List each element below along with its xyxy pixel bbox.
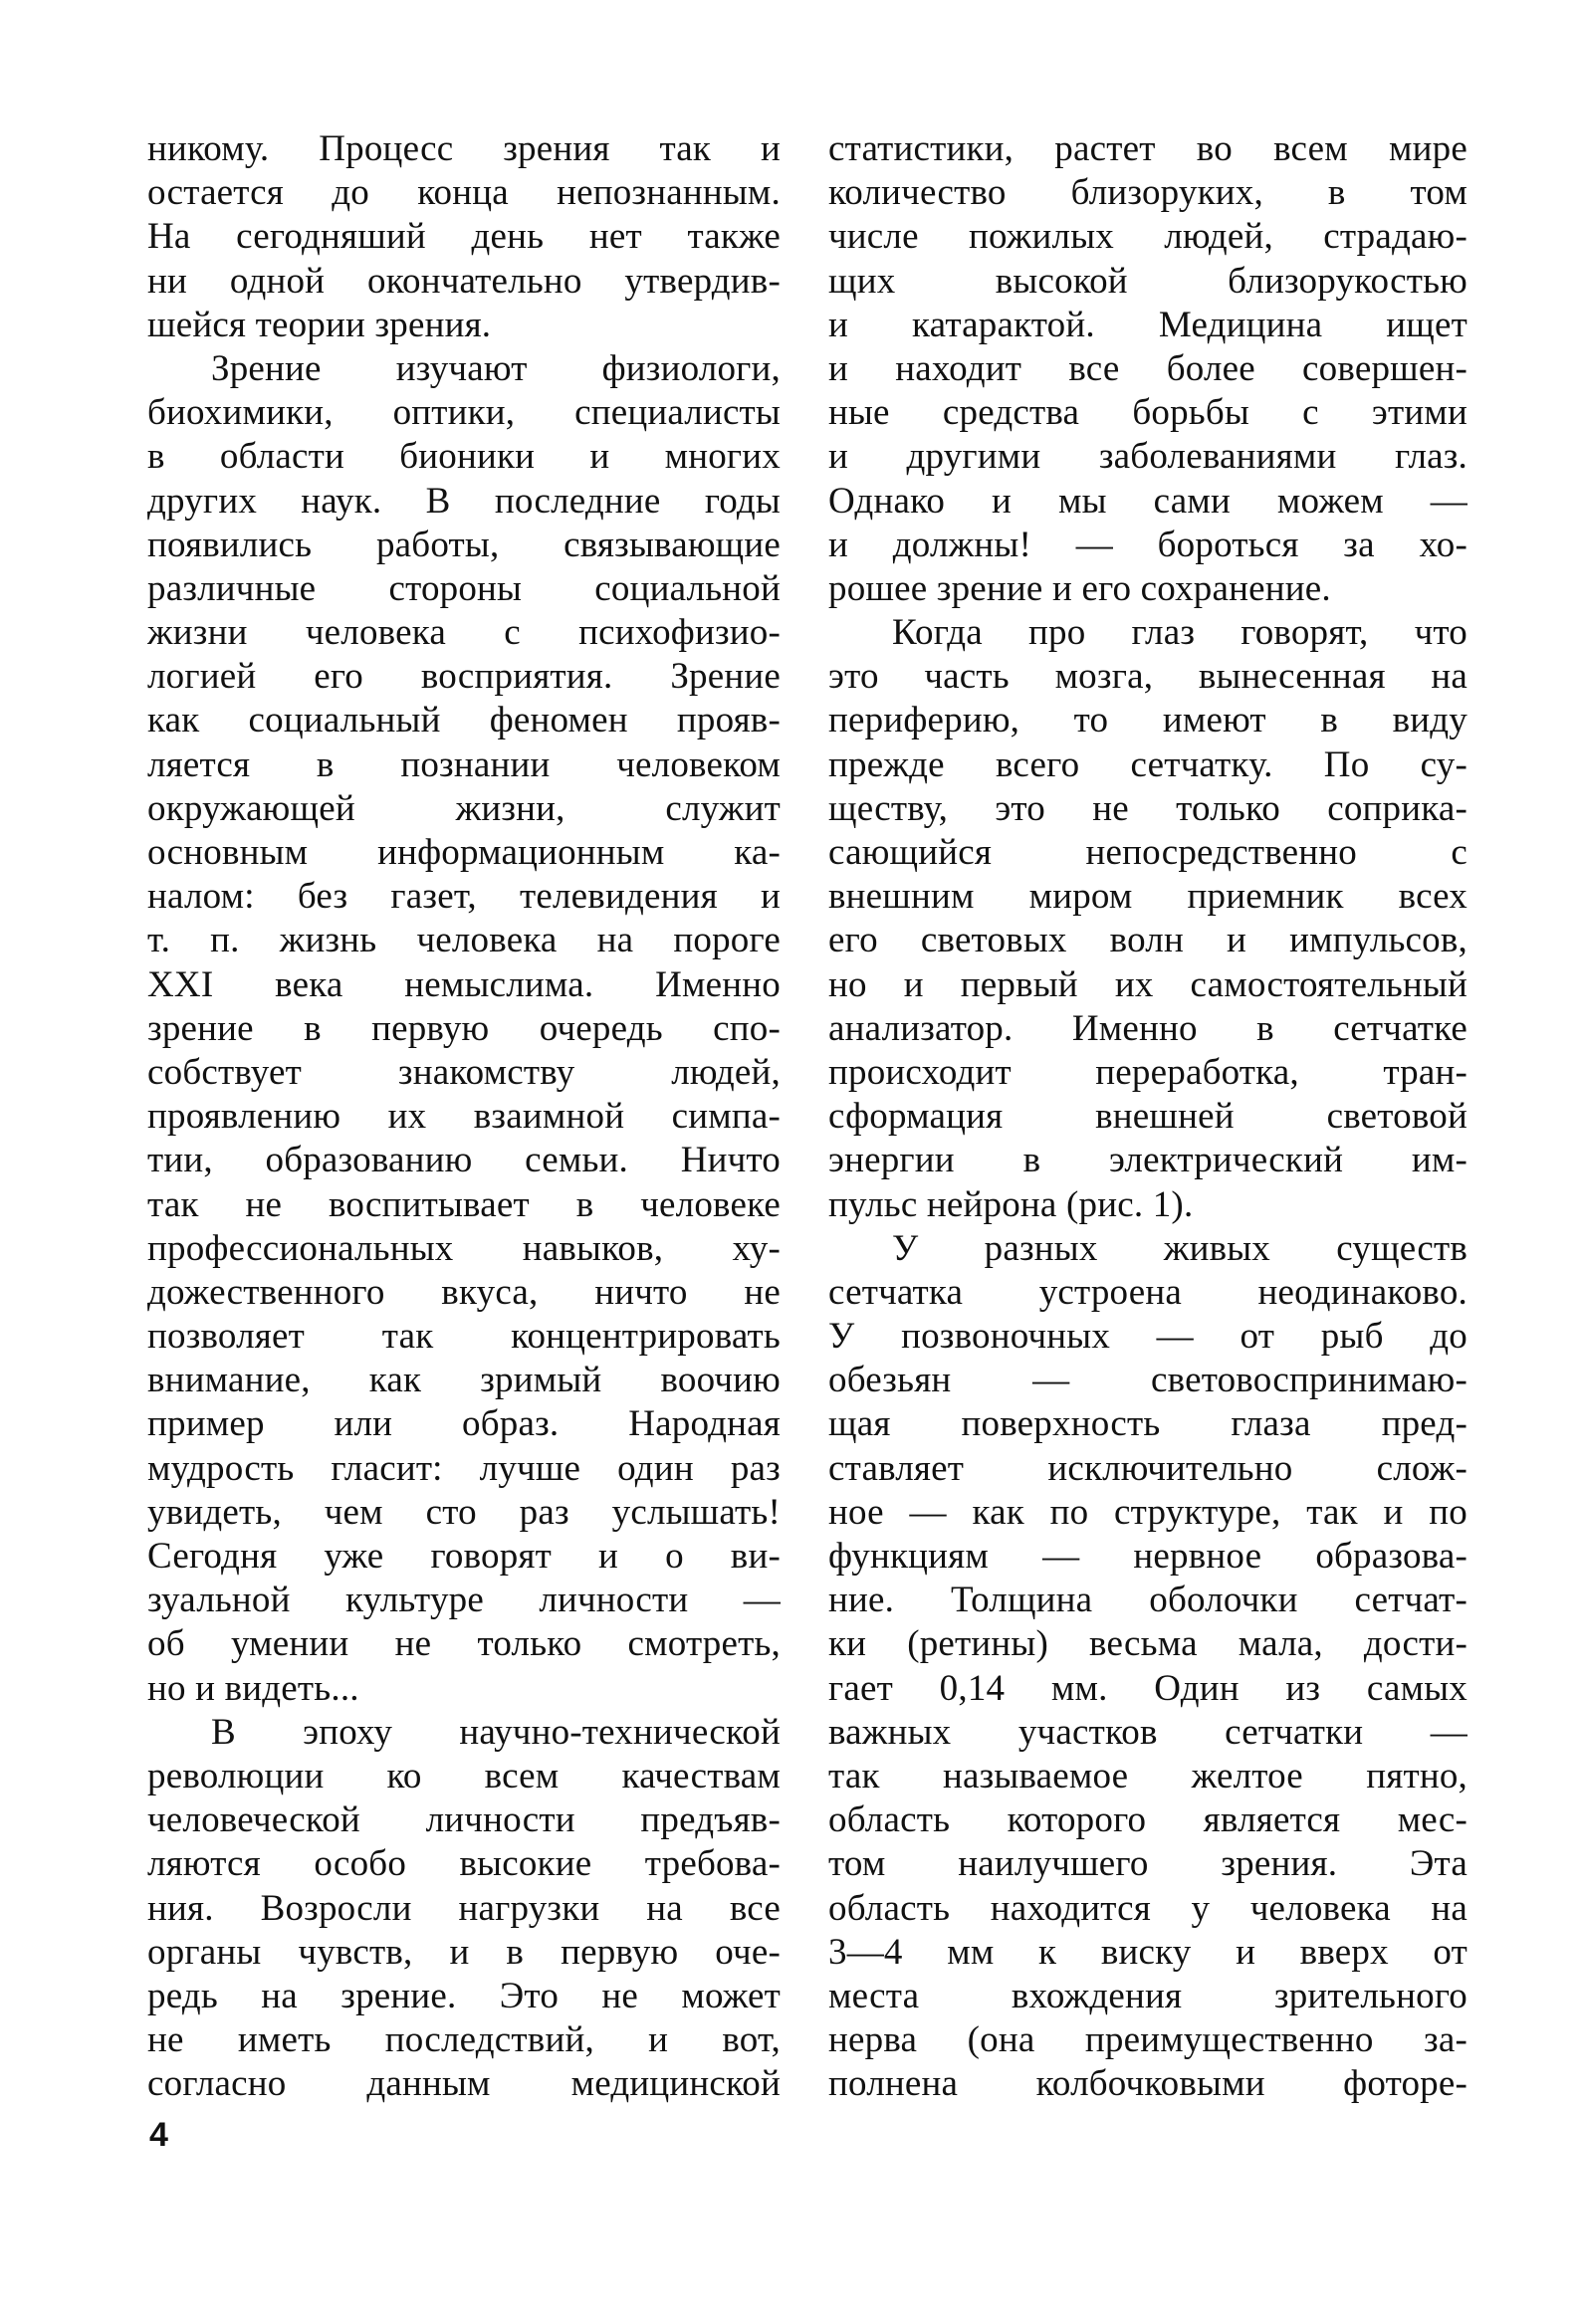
text-line: область находится у человека на (828, 1887, 1467, 1929)
text-line: т. п. жизнь человека на пороге (147, 920, 781, 961)
text-line: происходит переработка, тран- (828, 1051, 1467, 1093)
text-line: основным информационным ка- (147, 832, 781, 873)
text-line: налом: без газет, телевидения и (147, 876, 781, 918)
text-line: никому. Процесс зрения так и (147, 128, 781, 169)
text-line: полнена колбочковыми фоторе- (828, 2063, 1467, 2105)
text-line: нерва (она преимущественно за- (828, 2019, 1467, 2061)
text-line: том наилучшего зрения. Эта (828, 1843, 1467, 1885)
text-line: собствует знакомству людей, (147, 1051, 781, 1093)
text-line: пульс нейрона (рис. 1). (828, 1183, 1194, 1225)
text-line: его световых волн и импульсов, (828, 920, 1467, 961)
text-line: ние. Толщина оболочки сетчат- (828, 1580, 1467, 1621)
text-line: гает 0,14 мм. Один из самых (828, 1667, 1467, 1709)
text-line: В эпоху научно-технической (211, 1711, 781, 1753)
text-line: важных участков сетчатки — (828, 1711, 1467, 1753)
text-line: 3—4 мм к виску и вверх от (828, 1931, 1467, 1973)
text-line: ни одной окончательно утвердив- (147, 260, 781, 302)
text-line: функциям — нервное образова- (828, 1536, 1467, 1577)
text-line: увидеть, чем сто раз услышать! (147, 1491, 781, 1533)
text-line: прежде всего сетчатку. По су- (828, 743, 1467, 785)
text-line: зрение в первую очередь спо- (147, 1007, 781, 1049)
text-line: рошее зрение и его сохранение. (828, 567, 1331, 609)
text-line: человеческой личности предъяв- (147, 1799, 781, 1841)
text-line: позволяет так концентрировать (147, 1316, 781, 1358)
page-number: 4 (149, 2116, 168, 2154)
text-line: революции ко всем качествам (147, 1755, 781, 1796)
text-line: и катарактой. Медицина ищет (828, 304, 1467, 345)
text-line: внимание, как зримый воочию (147, 1360, 781, 1401)
text-line: У позвоночных — от рыб до (828, 1316, 1467, 1358)
text-line: сформация внешней световой (828, 1096, 1467, 1138)
text-line: ные средства борьбы с этими (828, 392, 1467, 434)
text-line: других наук. В последние годы (147, 480, 781, 522)
text-line: шейся теории зрения. (147, 304, 492, 345)
text-line: Однако и мы сами можем — (828, 480, 1467, 522)
text-line: энергии в электрический им- (828, 1140, 1467, 1181)
text-line: мудрость гласит: лучше один раз (147, 1447, 781, 1489)
text-line: биохимики, оптики, специалисты (147, 392, 781, 434)
text-line: ществу, это не только соприка- (828, 787, 1467, 829)
text-line: остается до конца непознанным. (147, 172, 781, 214)
text-line: согласно данным медицинской (147, 2063, 781, 2105)
text-line: так не воспитывает в человеке (147, 1183, 781, 1225)
text-line: логией его восприятия. Зрение (147, 656, 781, 698)
text-line: органы чувств, и в первую оче- (147, 1931, 781, 1973)
text-line: об умении не только смотреть, (147, 1623, 781, 1665)
text-line: редь на зрение. Это не может (147, 1975, 781, 2016)
text-line: жизни человека с психофизио- (147, 612, 781, 654)
text-line: как социальный феномен прояв- (147, 700, 781, 741)
text-line: обезьян — световоспринимаю- (828, 1360, 1467, 1401)
text-line: внешним миром приемник всех (828, 876, 1467, 918)
text-line: так называемое желтое пятно, (828, 1755, 1467, 1796)
text-line: щих высокой близорукостью (828, 260, 1467, 302)
text-line: У разных живых существ (892, 1227, 1467, 1269)
text-line: щая поверхность глаза пред- (828, 1403, 1467, 1445)
text-line: ния. Возросли нагрузки на все (147, 1887, 781, 1929)
text-line: область которого является мес- (828, 1799, 1467, 1841)
text-line: зуальной культуре личности — (147, 1580, 781, 1621)
text-line: ляются особо высокие требова- (147, 1843, 781, 1885)
paragraph (147, 347, 781, 1711)
text-line: пример или образ. Народная (147, 1403, 781, 1445)
text-line: места вхождения зрительного (828, 1975, 1467, 2016)
text-line: и должны! — бороться за хо- (828, 524, 1467, 565)
text-line: тии, образованию семьи. Ничто (147, 1140, 781, 1181)
text-line: и другими заболеваниями глаз. (828, 436, 1467, 478)
text-line: анализатор. Именно в сетчатке (828, 1007, 1467, 1049)
right-text-column (828, 127, 1467, 2106)
text-line: но и видеть... (147, 1667, 359, 1709)
paragraph (828, 127, 1467, 611)
text-line: ки (ретины) весьма мала, дости- (828, 1623, 1467, 1665)
text-line: в области бионики и многих (147, 436, 781, 478)
text-line: ставляет исключительно слож- (828, 1447, 1467, 1489)
text-line: но и первый их самостоятельный (828, 963, 1467, 1005)
text-line: дожественного вкуса, ничто не (147, 1271, 781, 1313)
text-line: На сегодняший день нет также (147, 216, 781, 258)
text-line: статистики, растет во всем мире (828, 128, 1467, 169)
left-text-column (147, 127, 781, 2106)
text-line: и находит все более совершен- (828, 347, 1467, 389)
text-line: ное — как по структуре, так и по (828, 1491, 1467, 1533)
text-line: различные стороны социальной (147, 567, 781, 609)
paragraph (147, 127, 781, 347)
text-line: появились работы, связывающие (147, 524, 781, 565)
paragraph (828, 1227, 1467, 2107)
text-line: это часть мозга, вынесенная на (828, 656, 1467, 698)
text-line: XXI века немыслима. Именно (147, 963, 781, 1005)
text-line: периферию, то имеют в виду (828, 700, 1467, 741)
text-line: Сегодня уже говорят и о ви- (147, 1536, 781, 1577)
text-line: сающийся непосредственно с (828, 832, 1467, 873)
text-line: количество близоруких, в том (828, 172, 1467, 214)
text-line: числе пожилых людей, страдаю- (828, 216, 1467, 258)
text-line: окружающей жизни, служит (147, 787, 781, 829)
text-line: ляется в познании человеком (147, 743, 781, 785)
text-line: сетчатка устроена неодинаково. (828, 1271, 1467, 1313)
text-line: проявлению их взаимной симпа- (147, 1096, 781, 1138)
text-line: Когда про глаз говорят, что (892, 612, 1467, 654)
paragraph (147, 1711, 781, 2107)
paragraph (828, 611, 1467, 1227)
text-line: не иметь последствий, и вот, (147, 2019, 781, 2061)
text-line: Зрение изучают физиологи, (211, 347, 781, 389)
text-line: профессиональных навыков, ху- (147, 1227, 781, 1269)
